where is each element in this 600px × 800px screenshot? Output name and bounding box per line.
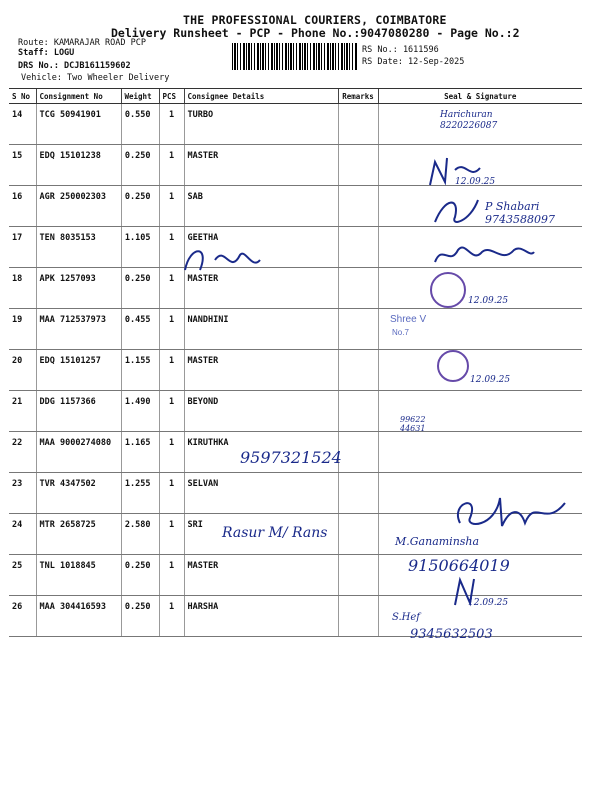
- route-label: Route: KAMARAJAR ROAD PCP: [18, 38, 146, 48]
- cell-remarks: [338, 227, 378, 268]
- cell-pcs: 1: [159, 555, 184, 596]
- cell-sno: 19: [9, 309, 36, 350]
- cell-weight: 1.165: [121, 432, 159, 473]
- cell-remarks: [338, 186, 378, 227]
- cell-consignment: AGR 250002303: [36, 186, 121, 227]
- handwritten-phone-small-r22: 99622 44631: [400, 415, 426, 433]
- handwritten-name-r24: M.Ganaminsha: [395, 535, 480, 548]
- cell-pcs: 1: [159, 309, 184, 350]
- runsheet-title: Delivery Runsheet - PCP - Phone No.:9047080280 - Page No.:2: [111, 26, 520, 40]
- barcode-image: [232, 43, 357, 70]
- rs-number: RS No.: 1611596: [362, 45, 439, 55]
- cell-consignee: TURBO: [184, 104, 338, 145]
- cell-pcs: 1: [159, 596, 184, 637]
- cell-remarks: [338, 432, 378, 473]
- cell-consignment: MAA 712537973: [36, 309, 121, 350]
- cell-weight: 0.455: [121, 309, 159, 350]
- table-row: [9, 309, 582, 350]
- handwritten-date-a: 12.09.25: [455, 177, 496, 187]
- cell-consignment: MAA 304416593: [36, 596, 121, 637]
- cell-pcs: 1: [159, 391, 184, 432]
- cell-consignment: MTR 2658725: [36, 514, 121, 555]
- vehicle-label: Vehicle: Two Wheeler Delivery: [21, 73, 170, 83]
- cell-remarks: [338, 555, 378, 596]
- cell-consignee: NANDHINI: [184, 309, 338, 350]
- company-stamp-2: [437, 350, 469, 382]
- cell-sno: 26: [9, 596, 36, 637]
- cell-consignee: MASTER: [184, 268, 338, 309]
- handwritten-phone-r24: 9150664019: [408, 556, 510, 575]
- drs-number: DRS No.: DCJB161159602: [18, 61, 131, 71]
- signature-scribble-r23: [450, 488, 570, 533]
- cell-weight: 0.250: [121, 596, 159, 637]
- handwritten-phone-r22: 9597321524: [240, 448, 342, 467]
- cell-consignment: TNL 1018845: [36, 555, 121, 596]
- cell-weight: 0.250: [121, 268, 159, 309]
- cell-sno: 18: [9, 268, 36, 309]
- cell-weight: 1.105: [121, 227, 159, 268]
- cell-sno: 25: [9, 555, 36, 596]
- cell-sno: 16: [9, 186, 36, 227]
- cell-consignment: EDQ 15101257: [36, 350, 121, 391]
- cell-consignment: EDQ 15101238: [36, 145, 121, 186]
- cell-weight: 0.250: [121, 145, 159, 186]
- cell-sno: 17: [9, 227, 36, 268]
- col-header-consignee: Consignee Details: [184, 89, 338, 104]
- cell-remarks: [338, 268, 378, 309]
- cell-pcs: 1: [159, 268, 184, 309]
- cell-remarks: [338, 350, 378, 391]
- stamp-text-shree: Shree V: [390, 314, 427, 325]
- cell-consignee: MASTER: [184, 350, 338, 391]
- table-header-row: [9, 89, 582, 104]
- col-header-remarks: Remarks: [338, 89, 378, 104]
- col-header-pcs: PCS: [159, 89, 184, 104]
- table-row: [9, 145, 582, 186]
- col-header-sno: S No: [9, 89, 36, 104]
- col-header-weight: Weight: [121, 89, 159, 104]
- cell-pcs: 1: [159, 104, 184, 145]
- cell-pcs: 1: [159, 145, 184, 186]
- cell-weight: 0.250: [121, 186, 159, 227]
- cell-sno: 21: [9, 391, 36, 432]
- cell-sno: 20: [9, 350, 36, 391]
- cell-consignment: DDG 1157366: [36, 391, 121, 432]
- cell-consignee: BEYOND: [184, 391, 338, 432]
- signature-scribble-r16: [430, 192, 485, 230]
- cell-remarks: [338, 596, 378, 637]
- signature-scribble-r17: [180, 240, 265, 278]
- cell-consignment: TCG 50941901: [36, 104, 121, 145]
- cell-consignee: KIRUTHKA: [184, 432, 338, 473]
- cell-pcs: 1: [159, 350, 184, 391]
- cell-consignee: HARSHA: [184, 596, 338, 637]
- company-title: THE PROFESSIONAL COURIERS, COIMBATORE: [183, 13, 447, 27]
- cell-weight: 0.550: [121, 104, 159, 145]
- cell-remarks: [338, 473, 378, 514]
- cell-consignment: MAA 9000274080: [36, 432, 121, 473]
- cell-sno: 24: [9, 514, 36, 555]
- handwritten-name-r14: Harichuran 8220226087: [440, 110, 498, 131]
- cell-remarks: [338, 514, 378, 555]
- cell-consignment: TVR 4347502: [36, 473, 121, 514]
- handwritten-date-d: 12.09.25: [468, 598, 509, 608]
- cell-pcs: 1: [159, 432, 184, 473]
- col-header-consignment: Consignment No: [36, 89, 121, 104]
- staff-label: Staff: LOGU: [18, 48, 75, 58]
- cell-weight: 1.490: [121, 391, 159, 432]
- stamp-text-no: No.7: [392, 328, 409, 337]
- cell-sno: 14: [9, 104, 36, 145]
- cell-consignment: APK 1257093: [36, 268, 121, 309]
- handwritten-phone-r26: 9345632503: [410, 627, 493, 642]
- cell-signature: [378, 432, 582, 473]
- table-row: [9, 391, 582, 432]
- cell-weight: 2.580: [121, 514, 159, 555]
- cell-pcs: 1: [159, 514, 184, 555]
- handwritten-name-r26: S.Hef: [392, 612, 421, 623]
- cell-consignee: GEETHA: [184, 227, 338, 268]
- cell-weight: 0.250: [121, 555, 159, 596]
- cell-remarks: [338, 145, 378, 186]
- cell-sno: 22: [9, 432, 36, 473]
- company-stamp: [430, 272, 466, 308]
- handwritten-date-b: 12.09.25: [468, 296, 509, 306]
- handwritten-name-r16: P Shabari 9743588097: [485, 200, 555, 226]
- cell-consignee: MASTER: [184, 145, 338, 186]
- cell-consignee: SAB: [184, 186, 338, 227]
- cell-sno: 23: [9, 473, 36, 514]
- cell-remarks: [338, 309, 378, 350]
- signature-scribble-r18: [432, 240, 537, 268]
- cell-consignee: SRI: [184, 514, 338, 555]
- cell-weight: 1.255: [121, 473, 159, 514]
- cell-remarks: [338, 104, 378, 145]
- cell-consignee: SELVAN: [184, 473, 338, 514]
- handwritten-consignee-r24: Rasur M/ Rans: [222, 525, 328, 541]
- cell-pcs: 1: [159, 186, 184, 227]
- runsheet-table: [9, 88, 582, 637]
- cell-consignee: MASTER: [184, 555, 338, 596]
- cell-sno: 15: [9, 145, 36, 186]
- cell-remarks: [338, 391, 378, 432]
- cell-pcs: 1: [159, 227, 184, 268]
- cell-weight: 1.155: [121, 350, 159, 391]
- cell-consignment: TEN 8035153: [36, 227, 121, 268]
- cell-pcs: 1: [159, 473, 184, 514]
- rs-date: RS Date: 12-Sep-2025: [362, 57, 465, 67]
- col-header-seal: Seal & Signature: [378, 89, 582, 104]
- handwritten-date-c: 12.09.25: [470, 375, 511, 385]
